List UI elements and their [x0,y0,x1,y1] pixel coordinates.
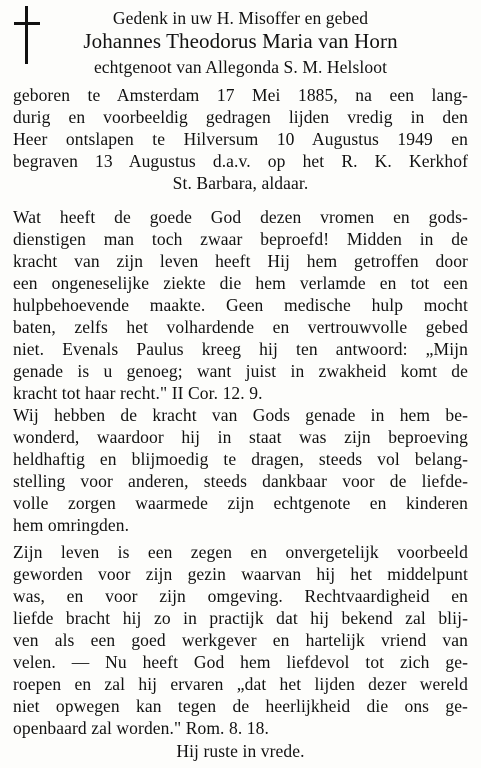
closing-line: Hij ruste in vrede. [176,741,305,761]
paragraph-line: wonderd, waardoor hij in staat was zijn beproeving [13,427,468,447]
paragraph-line-last: kracht tot haar recht." II Cor. 12. 9. [13,383,263,403]
paragraph-line: was, en voor zijn omgeving. Rechtvaardigheid en [13,586,468,606]
paragraph-line: dienstigen man toch zwaar beproefd! Midden in de [13,229,468,249]
bio-line: Heer ontslapen te Hilversum 10 Augustus 1949 en [13,129,468,149]
bio-line: geboren te Amsterdam 17 Mei 1885, na een lang- [13,85,468,105]
paragraph-line-last: openbaard zal worden." Rom. 8. 18. [13,718,269,738]
paragraph-line: geworden voor zijn gezin waarvan hij het middelpunt [13,564,468,584]
bio-line: durig en voorbeeldig gedragen lijden vredig in den [13,107,468,127]
deceased-name: Johannes Theodorus Maria van Horn [83,29,398,53]
paragraph-line: kracht van zijn leven heeft Hij hem getroffen door [13,251,468,271]
paragraph-line: Zijn leven is een zegen en onvergetelijk voorbeeld [13,542,468,562]
header-line: Gedenk in uw H. Misoffer en gebed [112,8,369,28]
paragraph-line: ven als een goed werkgever en hartelijk vriend van [13,630,468,650]
paragraph-line: een ongeneselijke ziekte die hem verlamde en tot een [13,273,468,293]
paragraph-line: liefde bracht hij zo in practijk dat hij bekend zal blij- [13,608,468,628]
bio-line-last: St. Barbara, aldaar. [172,173,309,193]
paragraph-line: niet. Evenals Paulus kreeg hij ten antwoord: „Mijn [13,339,468,359]
paragraph-line: Wij hebben de kracht van Gods genade in hem be- [13,405,468,425]
spouse-line: echtgenoot van Allegonda S. M. Helsloot [93,57,388,77]
paragraph-line: stelling voor anderen, steeds dankbaar voor de liefde- [13,471,468,491]
paragraph-line: Wat heeft de goede God dezen vromen en gods- [13,207,468,227]
paragraph-line: genade is u genoeg; want juist in zwakheid komt de [13,361,468,381]
paragraph-line-last: hem omringden. [13,515,130,535]
paragraph-line: roepen en zal hij ervaren „dat het lijden dezer wereld [13,674,468,694]
paragraph-line: baten, zelfs het volhardende en vertrouwvolle gebed [13,317,468,337]
bio-line: begraven 13 Augustus d.a.v. op het R. K. Kerkhof [13,151,468,171]
paragraph-line: volle zorgen waarmede zijn echtgenote en kinderen [13,493,468,513]
paragraph-line: hulpbehoevende maakte. Geen medische hulp mocht [13,295,468,315]
paragraph-line: velen. — Nu heeft God hem liefdevol tot zich ge- [13,652,468,672]
paragraph-line: heldhaftig en blijmoedig te dragen, steeds vol belang- [13,449,468,469]
paragraph-line: niet opwegen kan tegen de heerlijkheid die ons ge- [13,696,468,716]
